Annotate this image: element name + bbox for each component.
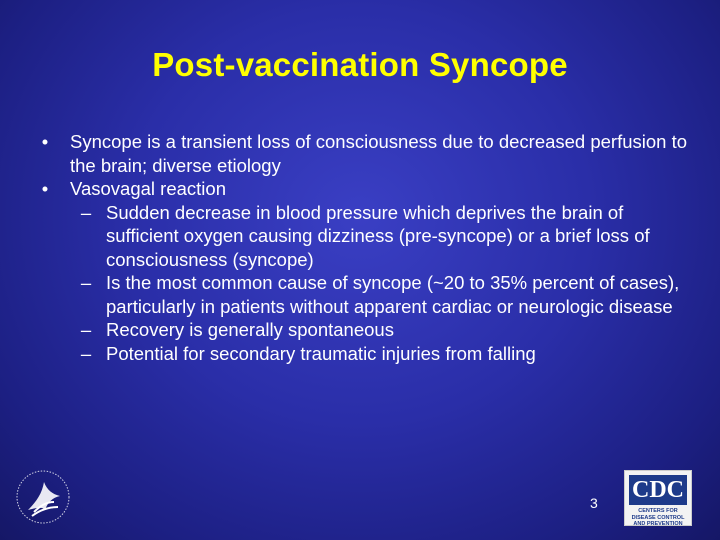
dash-icon: – xyxy=(80,319,92,340)
sub-bullet-text: Is the most common cause of syncope (~20 to 35% percent of cases), particularly in patients without apparent cardiac or neurologic disease xyxy=(106,272,680,317)
dash-icon: – xyxy=(80,272,92,293)
slide-content xyxy=(38,130,688,365)
bullet-text: Syncope is a transient loss of consciousness due to decreased perfusion to the brain; diverse etiology xyxy=(70,131,688,176)
sub-bullet-item xyxy=(38,271,688,318)
page-number: 3 xyxy=(590,495,598,511)
sub-bullet-text: Sudden decrease in blood pressure which deprives the brain of sufficient oxygen causing dizziness (pre-syncope) or a brief loss of consciousness (syncope) xyxy=(106,201,650,270)
bullet-item xyxy=(38,130,688,177)
cdc-logo xyxy=(624,470,692,526)
cdc-logo-tagline: CENTERS FOR DISEASE CONTROL AND PREVENTION xyxy=(631,508,685,527)
bullet-icon: • xyxy=(41,131,49,152)
hhs-eagle-logo-icon xyxy=(14,466,72,528)
dash-icon: – xyxy=(80,201,92,223)
sub-bullet-item xyxy=(38,201,688,272)
bullet-item xyxy=(38,177,688,201)
sub-bullet-item xyxy=(38,318,688,342)
slide-title: Post-vaccination Syncope xyxy=(152,46,568,83)
cdc-logo-text: CDC xyxy=(629,475,687,505)
sub-bullet-item xyxy=(38,342,688,366)
sub-bullet-text: Potential for secondary traumatic injuries from falling xyxy=(106,342,536,364)
bullet-text: Vasovagal reaction xyxy=(70,178,226,199)
sub-bullet-text: Recovery is generally spontaneous xyxy=(106,319,394,340)
bullet-icon: • xyxy=(41,178,49,199)
dash-icon: – xyxy=(80,342,92,364)
